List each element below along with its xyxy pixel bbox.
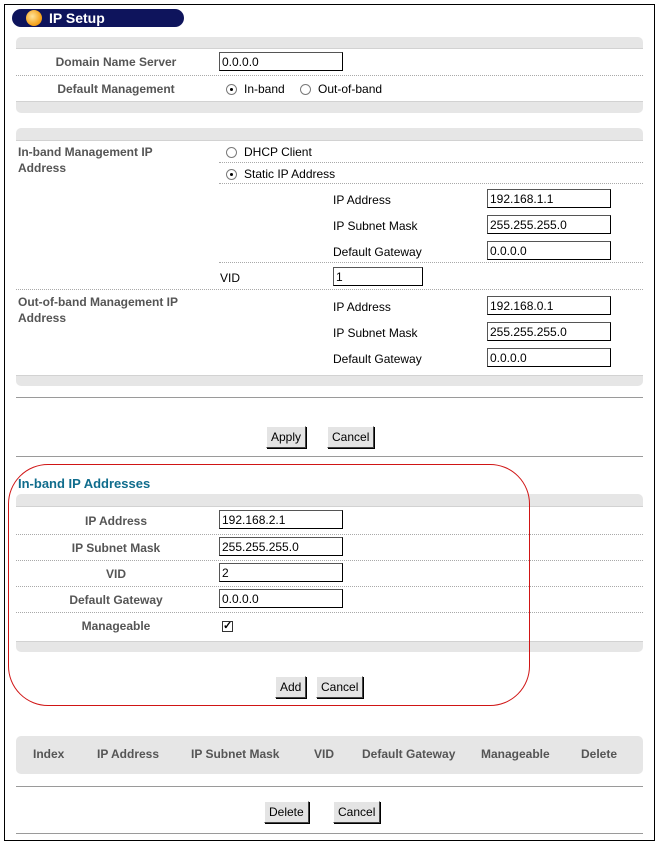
- inband-option-label: In-band: [244, 82, 285, 96]
- column-header-vid: VID: [314, 747, 335, 761]
- outband-mask-input[interactable]: [487, 322, 611, 341]
- inband-mgmt-label-1: In-band Management IP: [18, 145, 153, 159]
- inband-ip-addresses-title: In-band IP Addresses: [18, 476, 151, 491]
- column-header-ip-subnet-mask: IP Subnet Mask: [191, 747, 280, 761]
- outband-mask-label: IP Subnet Mask: [333, 326, 418, 340]
- inband-ips-gateway-label: Default Gateway: [69, 593, 163, 607]
- outband-ip-label: IP Address: [333, 300, 391, 314]
- outband-gateway-input[interactable]: [487, 348, 611, 367]
- delete-button[interactable]: Delete: [264, 801, 309, 823]
- add-button[interactable]: Add: [275, 676, 306, 698]
- divider: [16, 397, 643, 398]
- column-header-index: Index: [33, 747, 65, 761]
- outband-gateway-label: Default Gateway: [333, 352, 422, 366]
- highlight-annotation-ring: [8, 464, 530, 706]
- divider: [16, 833, 643, 834]
- static-ip-radio[interactable]: [226, 169, 237, 180]
- inband-ips-ip-label: IP Address: [84, 514, 148, 528]
- outband-mgmt-label-1: Out-of-band Management IP: [18, 295, 178, 309]
- inband-ip-label: IP Address: [333, 193, 391, 207]
- dns-label: Domain Name Server: [55, 55, 177, 69]
- column-header-delete: Delete: [581, 747, 618, 761]
- inband-mask-input[interactable]: [487, 215, 611, 234]
- column-header-ip-address: IP Address: [97, 747, 160, 761]
- vid-input[interactable]: [333, 267, 423, 286]
- page-title: IP Setup: [49, 10, 105, 26]
- dhcp-client-label: DHCP Client: [244, 145, 312, 159]
- divider: [16, 456, 643, 457]
- inband-gateway-input[interactable]: [487, 241, 611, 260]
- outband-radio[interactable]: [300, 84, 311, 95]
- dns-input[interactable]: [219, 52, 343, 71]
- apply-button[interactable]: Apply: [266, 426, 306, 448]
- divider: [16, 786, 643, 787]
- manageable-label: Manageable: [81, 619, 151, 633]
- static-ip-label: Static IP Address: [244, 167, 336, 181]
- outband-ip-input[interactable]: [487, 296, 611, 315]
- ip-setup-title-bar: [12, 9, 184, 27]
- inband-ip-input[interactable]: [487, 189, 611, 208]
- dhcp-client-radio[interactable]: [226, 147, 237, 158]
- manageable-checkbox[interactable]: ✓: [223, 620, 233, 632]
- inband-mask-label: IP Subnet Mask: [333, 219, 418, 233]
- inband-gateway-label: Default Gateway: [333, 245, 422, 259]
- inband-ips-mask-label: IP Subnet Mask: [71, 541, 161, 555]
- outband-mgmt-label-2: Address: [18, 311, 67, 325]
- column-header-default-gateway: Default Gateway: [362, 747, 456, 761]
- outband-option-label: Out-of-band: [318, 82, 383, 96]
- delete-cancel-button[interactable]: Cancel: [333, 801, 380, 823]
- inband-radio[interactable]: [226, 84, 237, 95]
- cancel-button[interactable]: Cancel: [327, 426, 374, 448]
- default-management-label: Default Management: [57, 82, 175, 96]
- vid-label: VID: [220, 271, 241, 285]
- inband-mgmt-label-2: Address: [18, 161, 67, 175]
- column-header-manageable: Manageable: [481, 747, 550, 761]
- add-cancel-button[interactable]: Cancel: [316, 676, 363, 698]
- inband-ips-vid-label: VID: [105, 567, 126, 581]
- title-bullet-icon: [26, 10, 42, 26]
